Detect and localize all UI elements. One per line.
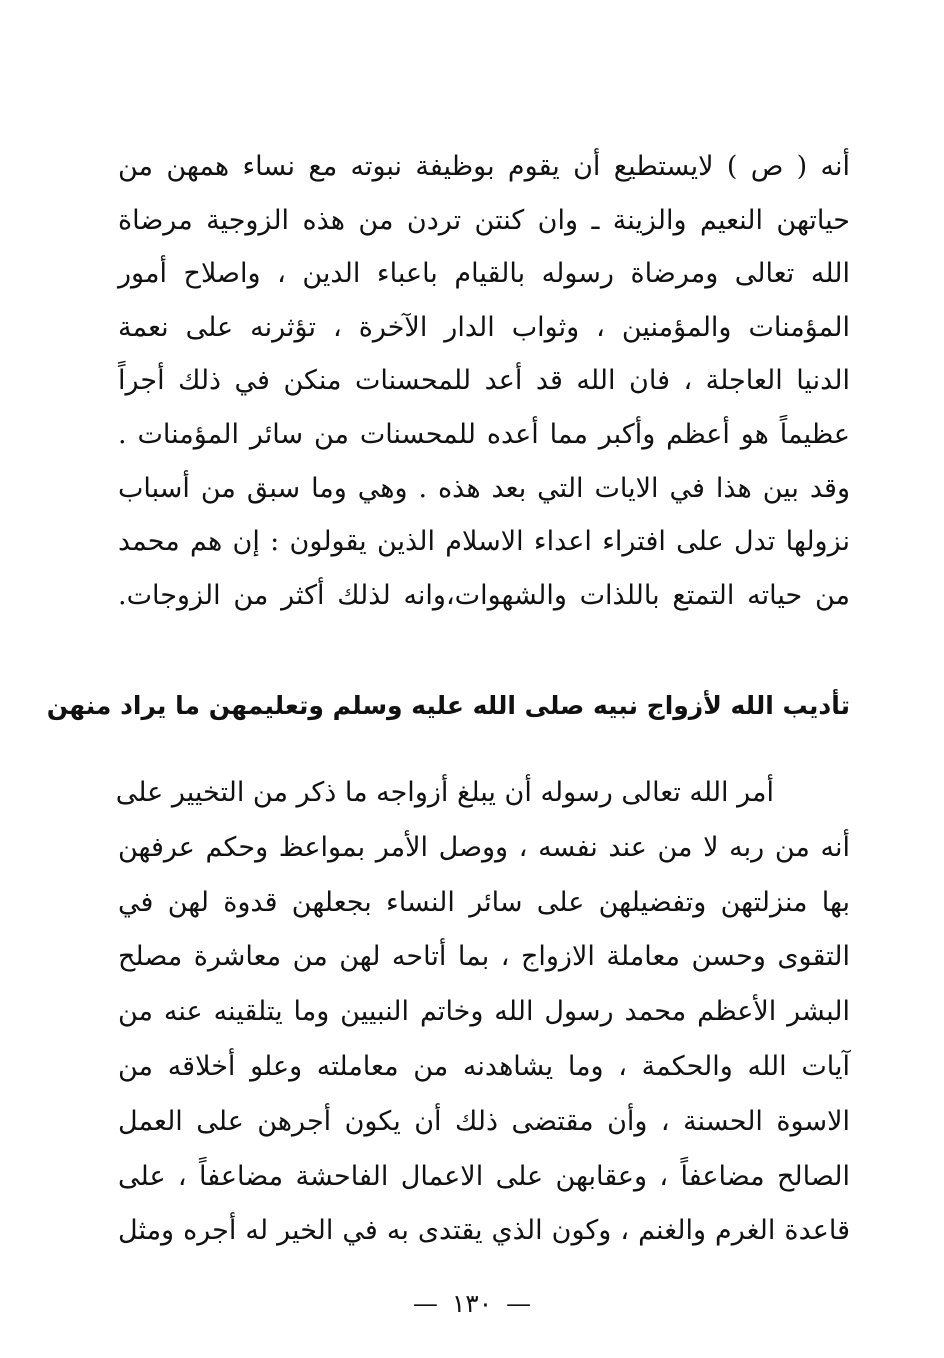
paragraph-2-line-2: أنه من ربه لا من عند نفسه ، ووصل الأمر بمواعظ وحكم عرفهن [118, 831, 850, 863]
paragraph-2-line-1: أمر الله تعالى رسوله أن يبلغ أزواجه ما ذكر من التخيير على [115, 777, 774, 808]
paragraph-2-line-6: آيات الله والحكمة ، وما يشاهدنه من معاملته وعلو أخلاقه من [118, 1050, 850, 1082]
paragraph-2 [115, 766, 850, 1259]
paragraph-1-line-6: عظيماً هو أعظم وأكبر مما أعده للمحسنات من سائر المؤمنات . [118, 418, 850, 450]
section-heading: تأديب الله لأزواج نبيه صلى الله عليه وسلم وتعليمهن ما يراد منهن [46, 691, 850, 720]
footer-dash-right: — [506, 1289, 532, 1318]
paragraph-2-line-4: التقوى وحسن معاملة الازواج ، بما أتاحه لهن من معاشرة مصلح [118, 941, 850, 973]
paragraph-2-line-5: البشر الأعظم محمد رسول الله وخاتم النبيين وما يتلقينه عنه من [118, 996, 850, 1028]
paragraph-2-line-7: الاسوة الحسنة ، وأن مقتضى ذلك أن يكون أجرهن على العمل [118, 1105, 850, 1137]
paragraph-1-line-8: نزولها تدل على افتراء اعداء الاسلام الذين يقولون : إن هم محمد [118, 526, 850, 558]
paragraph-1-line-5: الدنيا العاجلة ، فان الله قد أعد للمحسنات منكن في ذلك أجراً [118, 365, 850, 397]
paragraph-2-line-8: الصالح مضاعفاً ، وعقابهن على الاعمال الفاحشة مضاعفاً ، على [118, 1160, 850, 1192]
paragraph-1-line-7: وقد بين هذا في الايات التي بعد هذه . وهي وما سبق من أسباب [118, 472, 850, 504]
page-number: ١٣٠ [451, 1289, 493, 1318]
paragraph-2-line-9: قاعدة الغرم والغنم ، وكون الذي يقتدى به في الخير له أجره ومثل [118, 1215, 850, 1247]
paragraph-1-line-4: المؤمنات والمؤمنين ، وثواب الدار الآخرة ، تؤثرنه على نعمة [118, 311, 850, 343]
paragraph-1-line-9: من حياته التمتع باللذات والشهوات،وانه لذلك أكثر من الزوجات. [118, 579, 850, 611]
paragraph-2-line-3: بها منزلتهن وتفضيلهن على سائر النساء بجعلهن قدوة لهن في [118, 886, 850, 918]
paragraph-1-line-3: الله تعالى ومرضاة رسوله بالقيام باعباء الدين ، واصلاح أمور [118, 258, 850, 290]
page-footer [0, 1284, 944, 1324]
paragraph-1-line-2: حياتهن النعيم والزينة ـ وان كنتن تردن من هذه الزوجية مرضاة [118, 204, 850, 236]
paragraph-1 [118, 140, 850, 622]
footer-dash-left: — [412, 1289, 438, 1318]
paragraph-1-line-1: أنه ( ص ) لايستطيع أن يقوم بوظيفة نبوته مع نساء همهن من [118, 151, 850, 182]
